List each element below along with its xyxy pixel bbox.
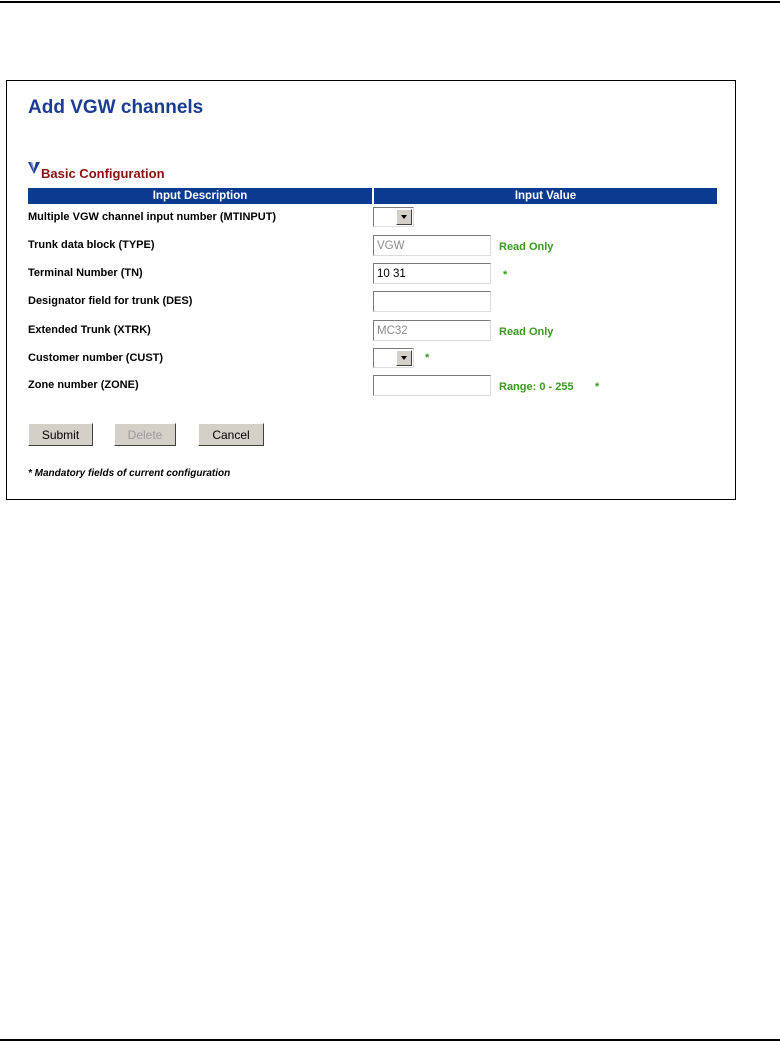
xtrk-input[interactable] <box>373 320 491 341</box>
type-input[interactable] <box>373 235 491 256</box>
delete-button[interactable]: Delete <box>114 423 176 446</box>
mtinput-select[interactable] <box>373 207 414 227</box>
row-tn <box>28 263 728 285</box>
row-xtrk <box>28 320 728 342</box>
dropdown-arrow-icon[interactable] <box>396 350 412 366</box>
submit-button[interactable]: Submit <box>28 423 93 446</box>
type-label: Trunk data block (TYPE) <box>28 239 155 251</box>
row-cust <box>28 348 728 370</box>
xtrk-label: Extended Trunk (XTRK) <box>28 324 151 336</box>
mtinput-label: Multiple VGW channel input number (MTINPUT) <box>28 211 277 223</box>
zone-mandatory-marker: * <box>595 381 600 393</box>
tn-input[interactable] <box>373 263 491 284</box>
top-rule <box>0 1 780 3</box>
zone-input[interactable] <box>373 375 491 396</box>
des-input[interactable] <box>373 291 491 312</box>
xtrk-read-only-note: Read Only <box>499 326 554 338</box>
zone-range-note: Range: 0 - 255 <box>499 381 574 393</box>
table-header <box>28 188 717 204</box>
cust-mandatory-marker: * <box>425 352 430 364</box>
cust-label: Customer number (CUST) <box>28 352 164 364</box>
row-type <box>28 235 728 257</box>
form-panel <box>6 80 736 500</box>
page-title: Add VGW channels <box>28 97 204 118</box>
header-input-description: Input Description <box>152 190 248 202</box>
row-zone <box>28 375 728 397</box>
row-mtinput <box>28 207 728 229</box>
header-input-value: Input Value <box>514 190 577 202</box>
type-read-only-note: Read Only <box>499 241 554 253</box>
bottom-rule <box>0 1039 780 1041</box>
cust-select[interactable] <box>373 348 414 368</box>
des-label: Designator field for trunk (DES) <box>28 295 193 307</box>
chevron-down-icon <box>28 162 40 174</box>
tn-mandatory-marker: * <box>503 269 508 281</box>
tn-label: Terminal Number (TN) <box>28 267 143 279</box>
section-label: Basic Configuration <box>41 166 165 181</box>
dropdown-arrow-icon[interactable] <box>396 209 412 225</box>
mandatory-footnote: * Mandatory fields of current configuration <box>28 468 231 479</box>
cancel-button[interactable]: Cancel <box>198 423 264 446</box>
row-des <box>28 291 728 313</box>
zone-label: Zone number (ZONE) <box>28 379 139 391</box>
